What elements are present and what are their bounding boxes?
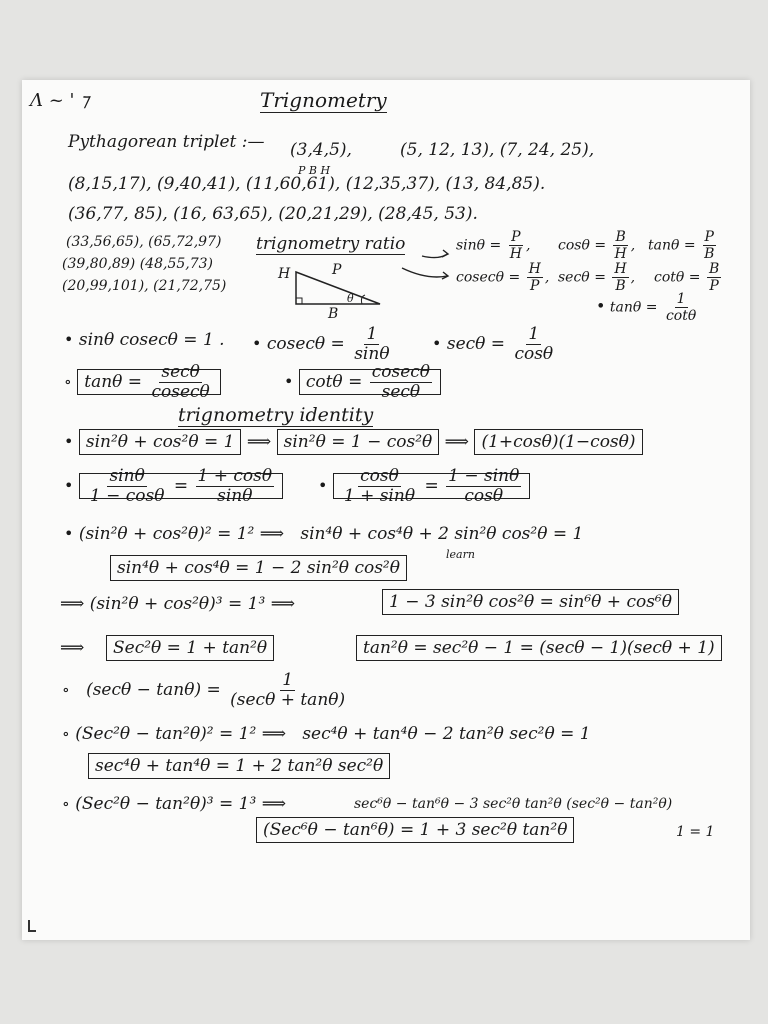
ratio-label: trignometry ratio bbox=[256, 234, 406, 254]
cot-relation: • cotθ = $\frac{cosec\theta}{\sec\theta}$ bbox=[284, 364, 441, 401]
sec-relation: • secθ = $\frac{1}{\cos\theta}$ bbox=[432, 324, 554, 364]
ratio-cos: cosθ = $\frac{B}{H}$ , bbox=[558, 229, 636, 262]
triangle-p: P bbox=[332, 262, 342, 278]
ratio-tan-cot: • tanθ = $\frac{1}{\cot\theta}$ bbox=[596, 291, 697, 324]
triplet-row2: (8,15,17), (9,40,41), (11,60,61), (12,35,37), (13, 84,85). bbox=[68, 174, 546, 194]
triplet-pbh: P B H bbox=[298, 164, 331, 177]
tan-identity-box: tan²θ = sec²θ − 1 = (secθ − 1)(secθ + 1) bbox=[356, 638, 722, 658]
sin-cosec-row: • sinθ cosecθ = 1 . bbox=[64, 330, 225, 350]
cube-identity-box: 1 − 3 sin²θ cos²θ = sin⁶θ + cos⁶θ bbox=[382, 592, 679, 612]
learn-note: learn bbox=[446, 548, 475, 561]
sec-identity-row: ⟹ Sec²θ = 1 + tan²θ bbox=[60, 638, 274, 658]
square-identity-box: sin⁴θ + cos⁴θ = 1 − 2 sin²θ cos²θ bbox=[110, 558, 407, 578]
tan-relation: ∘ tanθ = $\frac{\sec\theta}{cosec\theta}$ bbox=[64, 364, 221, 401]
sec-square-row: ∘ (Sec²θ − tan²θ)² = 1² ⟹ sec⁴θ + tan⁴θ − 2 tan²θ sec²θ = 1 bbox=[62, 724, 591, 744]
triangle-h: H bbox=[278, 266, 291, 282]
ratio-sec: secθ = $\frac{H}{B}$ , bbox=[558, 261, 636, 294]
identity-row-1: • sin²θ + cos²θ = 1 ⟹ sin²θ = 1 − cos²θ ⟹ (1+cosθ)(1−cosθ) bbox=[64, 432, 643, 452]
triplet-side2: (39,80,89) (48,55,73) bbox=[62, 256, 213, 272]
triplet-row3: (36,77, 85), (16, 63,65), (20,21,29), (28,45, 53). bbox=[68, 204, 478, 224]
notebook-page bbox=[22, 80, 750, 940]
page-title: Trignometry bbox=[260, 88, 387, 112]
sec-square-box: sec⁴θ + tan⁴θ = 1 + 2 tan²θ sec²θ bbox=[88, 756, 390, 776]
ratio-tan: tanθ = $\frac{P}{B}$ bbox=[648, 229, 715, 262]
corner-mark: Λ ~ ' ⁊ bbox=[30, 90, 90, 111]
ratio-cot: cotθ = $\frac{B}{P}$ bbox=[654, 261, 720, 294]
triangle-theta: θ bbox=[347, 292, 354, 305]
triplet-side3: (20,99,101), (21,72,75) bbox=[62, 278, 227, 294]
one-equals-one: 1 = 1 bbox=[676, 824, 715, 840]
identity-frac-1: • $\frac{\sin\theta}{1 - \cos\theta}$ = $\frac{1 + \cos\theta}{\sin\theta}$ bbox=[64, 468, 283, 505]
sec-minus-tan-row: ∘ (secθ − tanθ) = $\frac{1}{(\sec\theta + \tan\theta)}$ bbox=[62, 670, 346, 710]
triplet-side1: (33,56,65), (65,72,97) bbox=[66, 234, 222, 250]
sec-cube-row: ∘ (Sec²θ − tan²θ)³ = 1³ ⟹ bbox=[62, 794, 287, 814]
triplet-row1: (5, 12, 13), (7, 24, 25), bbox=[400, 140, 595, 160]
page-corner-mark bbox=[28, 920, 36, 932]
triplet-first: (3,4,5), bbox=[290, 140, 352, 160]
identity-frac-2: • $\frac{\cos\theta}{1 + \sin\theta}$ = $\frac{1 - \sin\theta}{\cos\theta}$ bbox=[318, 468, 530, 505]
triplet-label: Pythagorean triplet :— bbox=[68, 132, 265, 152]
ratio-cosec: cosecθ = $\frac{H}{P}$ , bbox=[456, 261, 550, 294]
sec-cube-expand: sec⁶θ − tan⁶θ − 3 sec²θ tan²θ (sec²θ − tan²θ) bbox=[354, 796, 673, 812]
cosec-relation: • cosecθ = $\frac{1}{\sin\theta}$ bbox=[252, 324, 390, 364]
identity-title: trignometry identity bbox=[178, 404, 374, 426]
square-expansion-row: • (sin²θ + cos²θ)² = 1² ⟹ sin⁴θ + cos⁴θ + 2 sin²θ cos²θ = 1 bbox=[64, 524, 584, 544]
sec-cube-box: (Sec⁶θ − tan⁶θ) = 1 + 3 sec²θ tan²θ bbox=[256, 820, 574, 840]
triangle-b: B bbox=[328, 306, 339, 322]
ratio-sin: sinθ = $\frac{P}{H}$ , bbox=[456, 229, 531, 262]
cube-expansion-row: ⟹ (sin²θ + cos²θ)³ = 1³ ⟹ bbox=[60, 594, 296, 614]
